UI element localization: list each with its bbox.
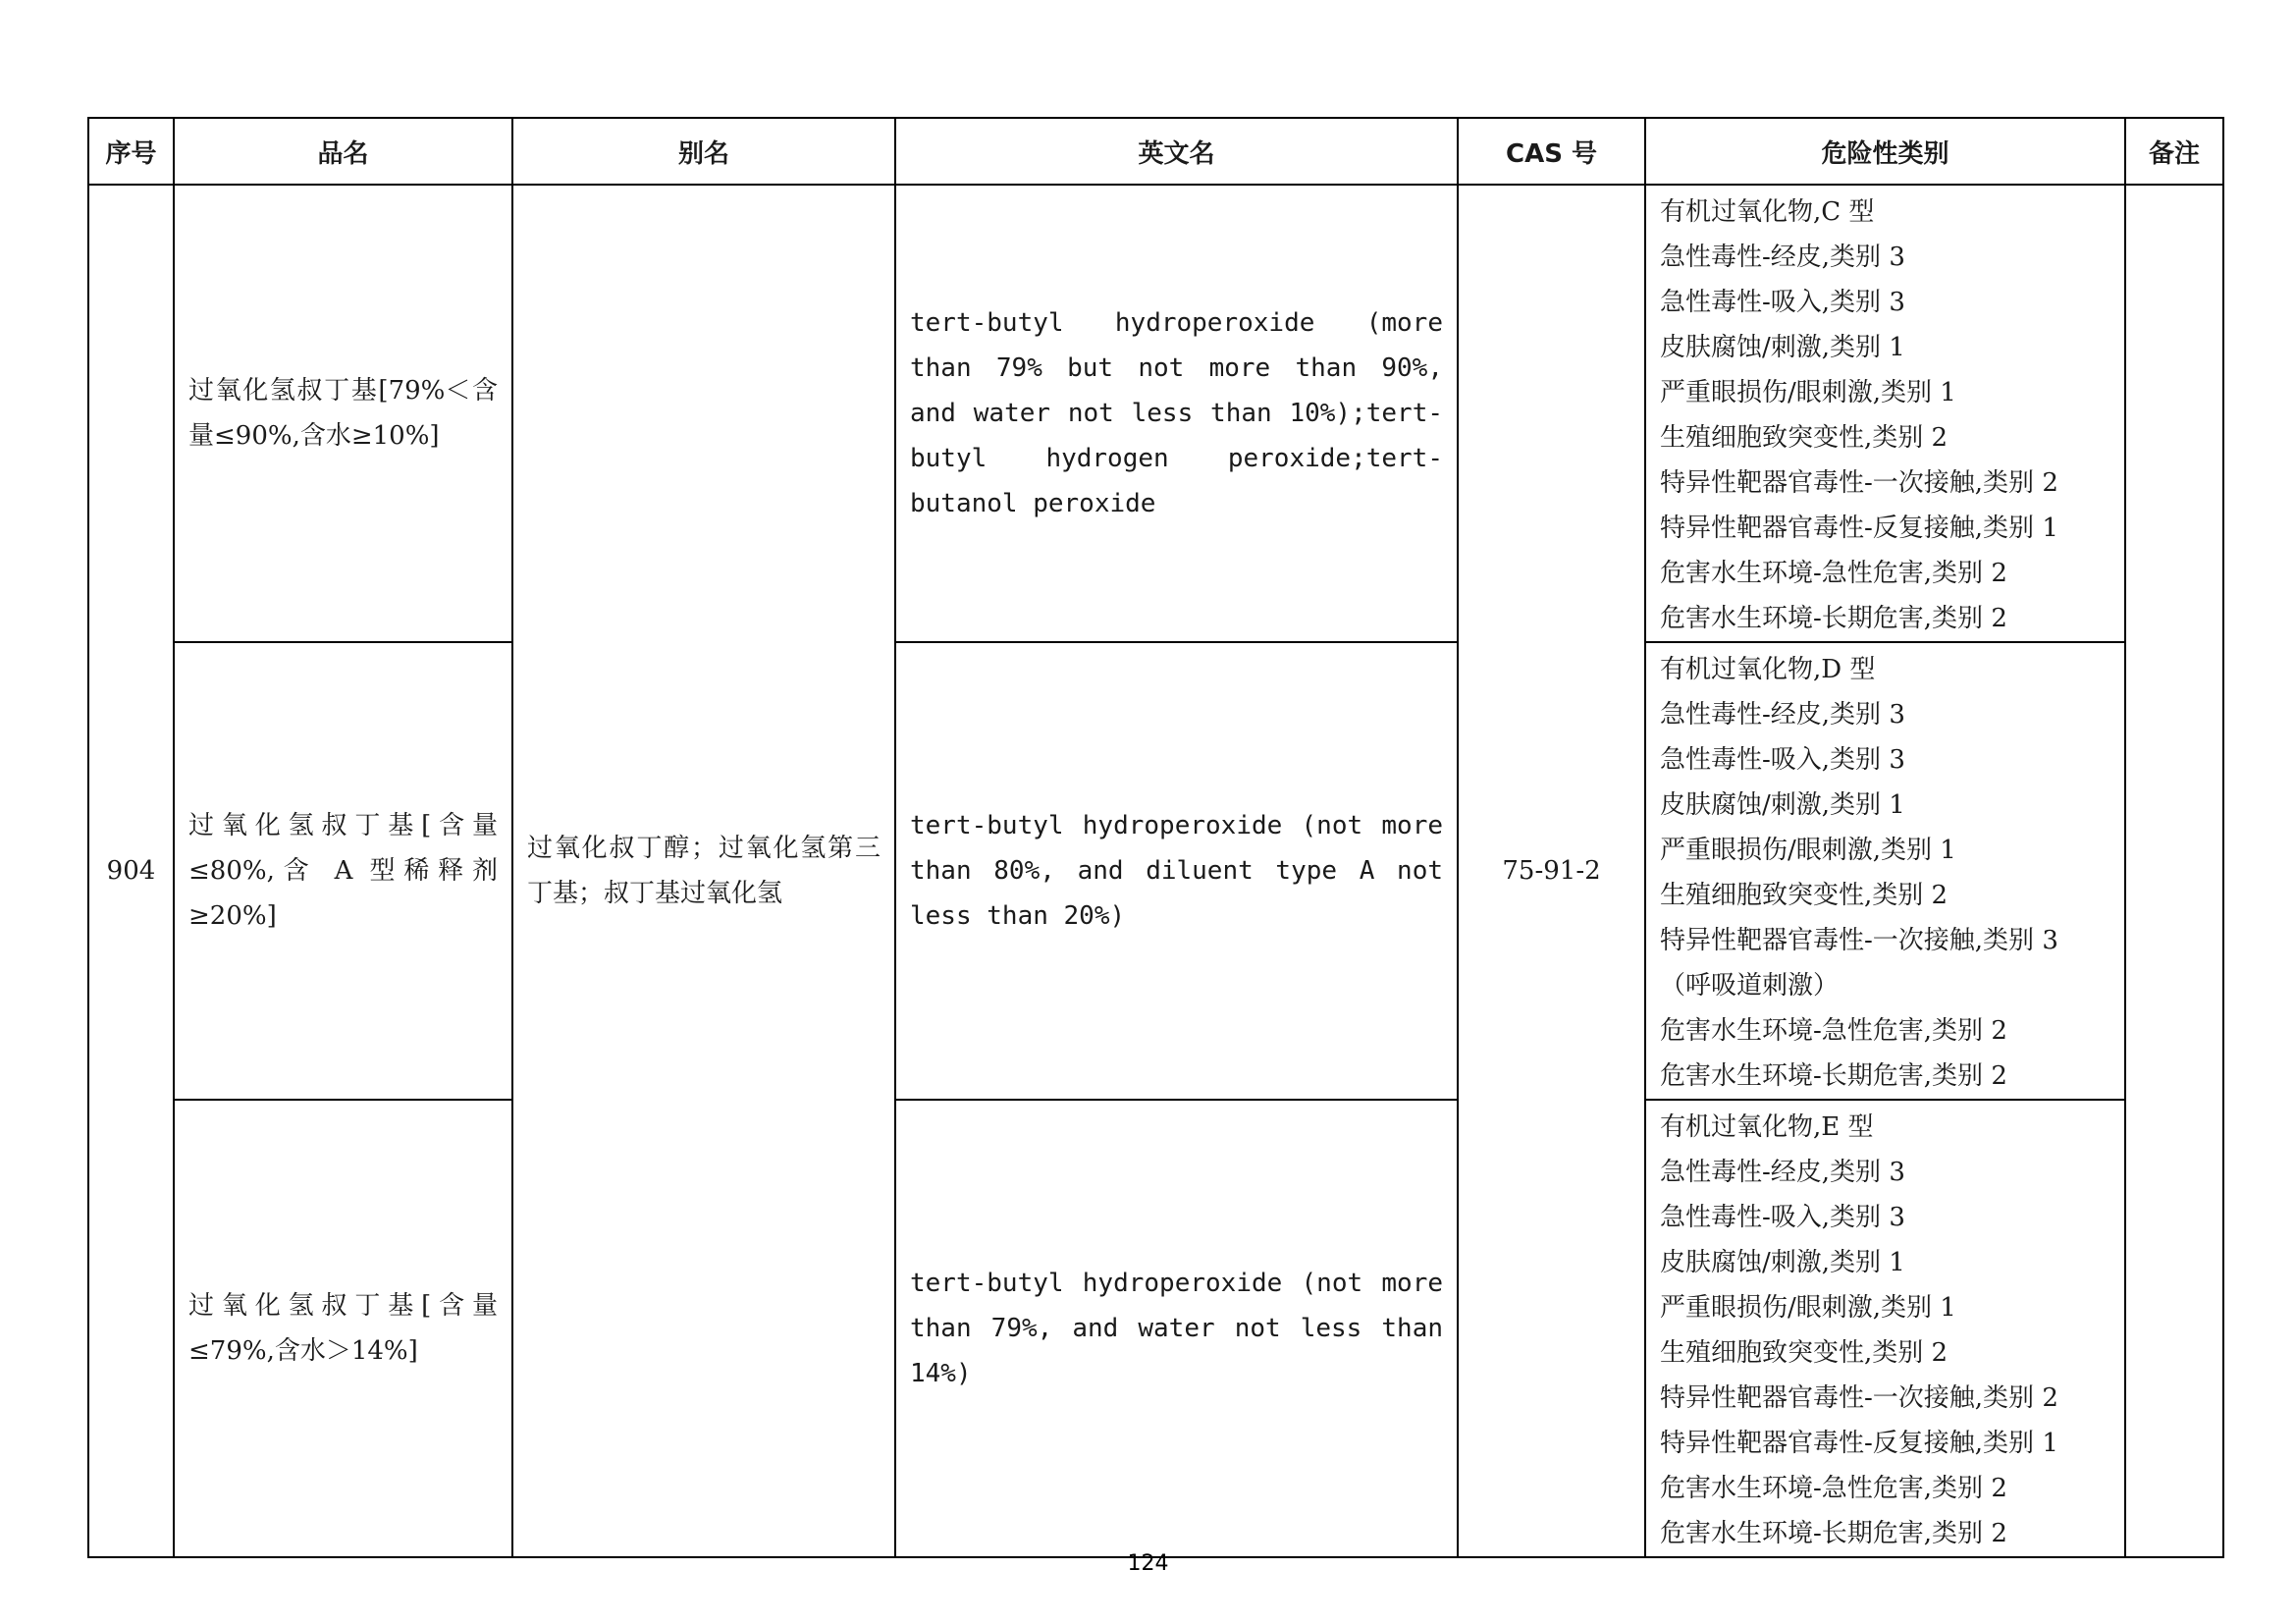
hazard-item: 有机过氧化物,C 型 <box>1660 197 1875 227</box>
header-name: 品名 <box>174 118 512 185</box>
header-alias: 别名 <box>512 118 895 185</box>
hazard-item: 有机过氧化物,D 型 <box>1660 655 1876 684</box>
header-remark: 备注 <box>2125 118 2223 185</box>
hazard-list <box>1660 1101 2112 1556</box>
hazard-item: 急性毒性-经皮,类别 3 <box>1660 243 1905 272</box>
table-row <box>88 185 2223 642</box>
hazard-item: 急性毒性-吸入,类别 3 <box>1660 288 1905 317</box>
table-row <box>88 1100 2223 1557</box>
hazard-item: 严重眼损伤/眼刺激,类别 1 <box>1660 1293 1956 1323</box>
hazard-item: 严重眼损伤/眼刺激,类别 1 <box>1660 378 1956 407</box>
product-name-cell: 过氧化氢叔丁基[含量≤79%,含水＞14%] <box>174 1100 512 1557</box>
hazard-list <box>1660 186 2112 641</box>
hazard-item: 严重眼损伤/眼刺激,类别 1 <box>1660 836 1956 865</box>
hazard-item: 皮肤腐蚀/刺激,类别 1 <box>1660 333 1905 362</box>
hazard-cell <box>1645 642 2125 1100</box>
cas-cell: 75-91-2 <box>1458 185 1645 1557</box>
english-name-cell: tert-butyl hydroperoxide (not more than 79%, and water not less than 14%) <box>895 1100 1458 1557</box>
product-name-cell: 过氧化氢叔丁基[79%＜含量≤90%,含水≥10%] <box>174 185 512 642</box>
hazard-item: 特异性靶器官毒性-一次接触,类别 3 <box>1660 926 2058 955</box>
hazard-item: 急性毒性-经皮,类别 3 <box>1660 700 1905 730</box>
hazard-item: 特异性靶器官毒性-反复接触,类别 1 <box>1660 1429 2058 1458</box>
hazard-item: 特异性靶器官毒性-一次接触,类别 2 <box>1660 468 2058 498</box>
chemical-catalog-table <box>87 117 2224 1558</box>
page-number: 124 <box>1127 1551 1169 1576</box>
hazard-item: 生殖细胞致突变性,类别 2 <box>1660 423 1949 453</box>
hazard-item: 危害水生环境-长期危害,类别 2 <box>1660 1061 2007 1091</box>
hazard-item: 危害水生环境-急性危害,类别 2 <box>1660 1016 2007 1046</box>
header-row <box>88 118 2223 185</box>
hazard-item: 生殖细胞致突变性,类别 2 <box>1660 881 1949 910</box>
hazard-item: 生殖细胞致突变性,类别 2 <box>1660 1338 1949 1368</box>
hazard-item: 皮肤腐蚀/刺激,类别 1 <box>1660 790 1905 820</box>
hazard-item: 危害水生环境-急性危害,类别 2 <box>1660 1474 2007 1503</box>
header-hazard: 危险性类别 <box>1645 118 2125 185</box>
english-name-cell: tert-butyl hydroperoxide (more than 79% but not more than 90%, and water not less than 10%);tert-butyl hydrogen peroxide;tert-butanol peroxide <box>895 185 1458 642</box>
header-cas: CAS 号 <box>1458 118 1645 185</box>
alias-cell: 过氧化叔丁醇；过氧化氢第三丁基；叔丁基过氧化氢 <box>512 185 895 1557</box>
header-english: 英文名 <box>895 118 1458 185</box>
hazard-item: 有机过氧化物,E 型 <box>1660 1112 1874 1142</box>
remark-cell <box>2125 185 2223 1557</box>
table-body <box>88 185 2223 1557</box>
hazard-item: （呼吸道刺激） <box>1660 971 1840 1001</box>
hazard-item: 皮肤腐蚀/刺激,类别 1 <box>1660 1248 1905 1277</box>
seq-cell: 904 <box>88 185 174 1557</box>
product-name-cell: 过氧化氢叔丁基[含量≤80%,含 A 型稀释剂≥20%] <box>174 642 512 1100</box>
hazard-list <box>1660 643 2112 1099</box>
table-header <box>88 118 2223 185</box>
hazard-cell <box>1645 1100 2125 1557</box>
hazard-item: 急性毒性-吸入,类别 3 <box>1660 745 1905 775</box>
hazard-item: 危害水生环境-长期危害,类别 2 <box>1660 604 2007 633</box>
hazard-item: 急性毒性-吸入,类别 3 <box>1660 1203 1905 1232</box>
hazard-item: 危害水生环境-急性危害,类别 2 <box>1660 559 2007 588</box>
header-seq: 序号 <box>88 118 174 185</box>
hazard-item: 危害水生环境-长期危害,类别 2 <box>1660 1519 2007 1548</box>
hazard-item: 特异性靶器官毒性-一次接触,类别 2 <box>1660 1383 2058 1413</box>
table-row <box>88 642 2223 1100</box>
hazard-cell <box>1645 185 2125 642</box>
hazard-item: 急性毒性-经皮,类别 3 <box>1660 1158 1905 1187</box>
english-name-cell: tert-butyl hydroperoxide (not more than 80%, and diluent type A not less than 20%) <box>895 642 1458 1100</box>
hazard-item: 特异性靶器官毒性-反复接触,类别 1 <box>1660 514 2058 543</box>
